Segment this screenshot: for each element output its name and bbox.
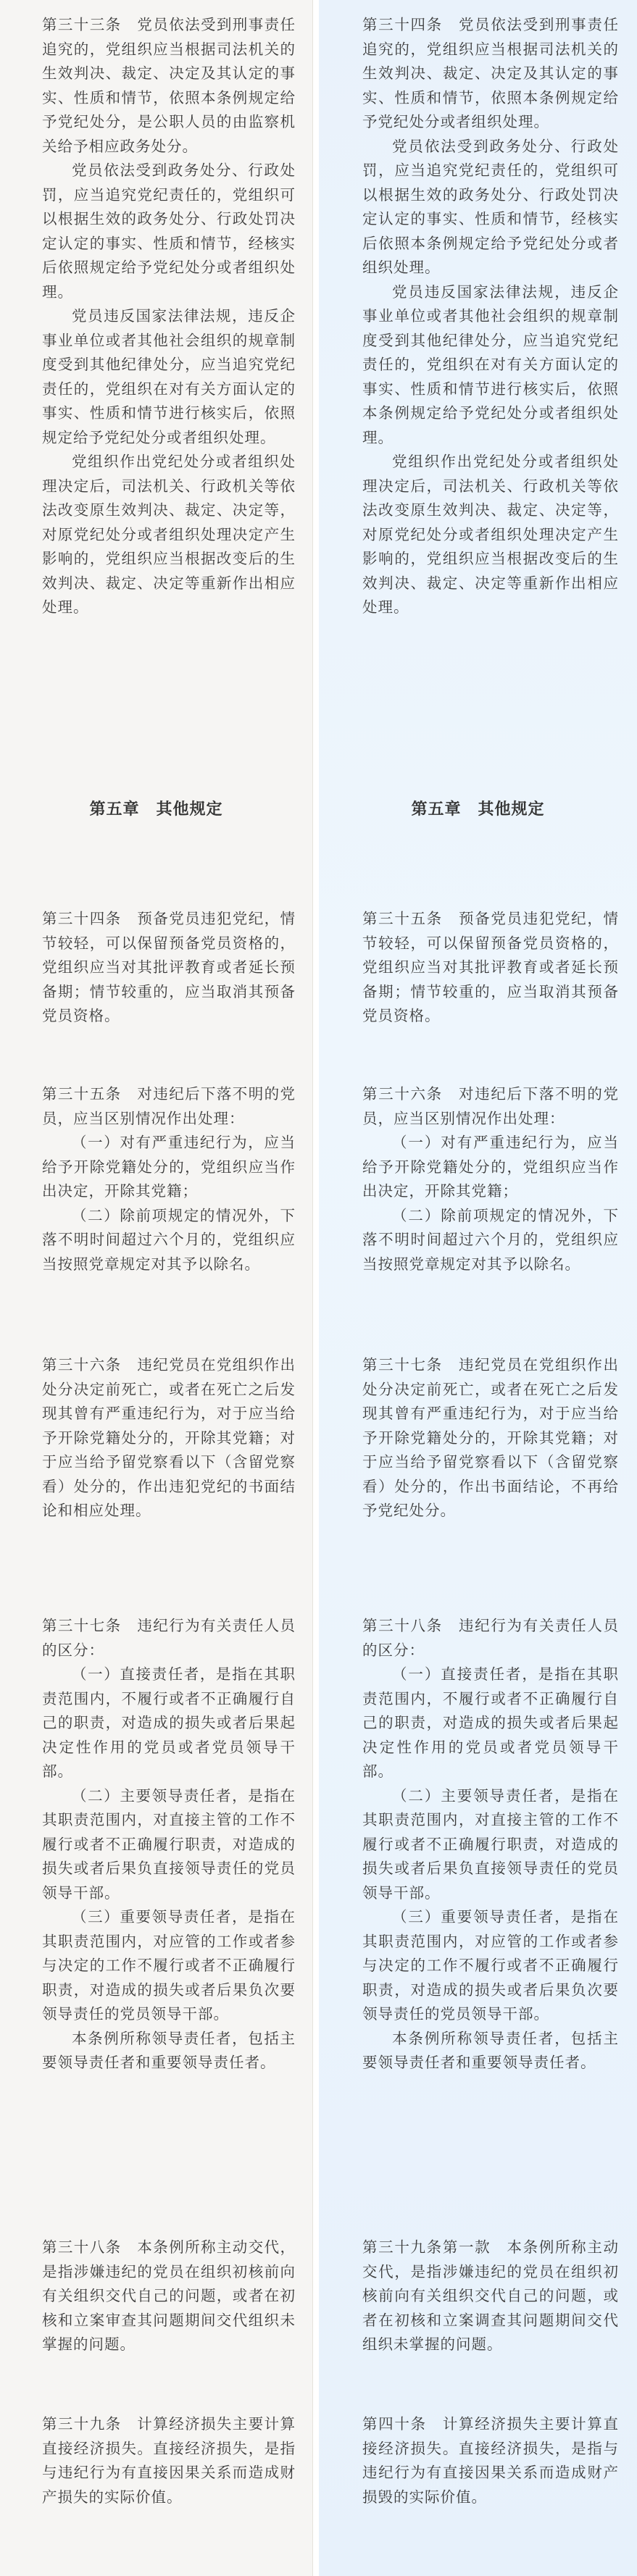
left-column-old-text [0,0,313,2576]
right-a36-p1: 第三十六条 对违纪后下落不明的党员，应当区别情况作出处理： [362,1085,619,1127]
right-a37-p1: 第三十七条 违纪党员在党组织作出处分决定前死亡，或者在死亡之后发现其曾有严重违纪行为，对于应当给予开除党籍处分的，开除其党籍；对于应当给予留党察看以下（含留党察看）处分的，作出书面结论，不再给予党纪处分。 [362,1356,619,1519]
left-a33-p2: 党员依法受到政务处分、行政处罚，应当追究党纪责任的，党组织可以根据生效的政务处分、行政处罚决定认定的事实、性质和情节，经核实后依照规定给予党纪处分或者组织处理。 [42,162,296,301]
right-a40-p1: 第四十条 计算经济损失主要计算直接经济损失。直接经济损失，是指与违纪行为有直接因果关系而造成财产损毁的实际价值。 [362,2415,619,2506]
right-chapter-title: 第五章 其他规定 [411,800,545,819]
right-a34-p2: 党员依法受到政务处分、行政处罚，应当追究党纪责任的，党组织可以根据生效的政务处分、行政处罚决定认定的事实、性质和情节，经核实后依照本条例规定给予党纪处分或者组织处理。 [362,137,619,276]
right-a34-p4: 党组织作出党纪处分或者组织处理决定后，司法机关、行政机关等依法改变原生效判决、裁定、决定等，对原党纪处分或者组织处理决定产生影响的，党组织应当根据改变后的生效判决、裁定、决定等重新作出相应处理。 [362,453,619,616]
left-a38-p1: 第三十八条 本条例所称主动交代，是指涉嫌违纪的党员在组织初核前向有关组织交代自己的问题，或者在初核和立案审查其问题期间交代组织未掌握的问题。 [42,2238,296,2353]
right-a34-p3: 党员违反国家法律法规，违反企事业单位或者其他社会组织的规章制度受到其他纪律处分，应当追究党纪责任的，党组织在对有关方面认定的事实、性质和情节进行核实后，依照本条例规定给予党纪处分或者组织处理。 [362,283,619,446]
left-a39-p1: 第三十九条 计算经济损失主要计算直接经济损失。直接经济损失，是指与违纪行为有直接因果关系而造成财产损失的实际价值。 [42,2415,296,2506]
left-a35-item2: （二）除前项规定的情况外，下落不明时间超过六个月的，党组织应当按照党章规定对其予以除名。 [42,1206,296,1273]
left-a35-item1: （一）对有严重违纪行为，应当给予开除党籍处分的，党组织应当作出决定，开除其党籍； [42,1134,296,1200]
right-article-39 [362,2236,619,2357]
left-a37-p1: 第三十七条 违纪行为有关责任人员的区分： [42,1617,296,1659]
right-a36-item2: （二）除前项规定的情况外，下落不明时间超过六个月的，党组织应当按照党章规定对其予以除名。 [362,1206,619,1273]
right-article-36 [362,1082,619,1276]
right-a38-p1: 第三十八条 违纪行为有关责任人员的区分： [362,1617,619,1659]
right-article-40 [362,2412,619,2509]
left-article-39 [42,2412,296,2509]
right-a38-item1: （一）直接责任者，是指在其职责范围内，不履行或者不正确履行自己的职责，对造成的损失或者后果起决定性作用的党员或者党员领导干部。 [362,1665,619,1780]
left-a33-p3: 党员违反国家法律法规，违反企事业单位或者其他社会组织的规章制度受到其他纪律处分，应当追究党纪责任的，党组织在对有关方面认定的事实、性质和情节进行核实后，依照规定给予党纪处分或者组织处理。 [42,307,296,446]
left-a37-item3: （三）重要领导责任者，是指在其职责范围内，对应管的工作或者参与决定的工作不履行或者不正确履行职责，对造成的损失或者后果负次要领导责任的党员领导干部。 [42,1908,296,2023]
right-article-35 [362,907,619,1029]
right-article-37 [362,1353,619,1523]
left-a36-p1: 第三十六条 违纪党员在党组织作出处分决定前死亡，或者在死亡之后发现其曾有严重违纪行为，对于应当给予开除党籍处分的，开除其党籍；对于应当给予留党察看以下（含留党察看）处分的，作出违犯党纪的书面结论和相应处理。 [42,1356,296,1519]
left-a37-note: 本条例所称领导责任者，包括主要领导责任者和重要领导责任者。 [42,2029,296,2071]
right-a36-item1: （一）对有严重违纪行为，应当给予开除党籍处分的，党组织应当作出决定，开除其党籍； [362,1134,619,1200]
left-chapter-title: 第五章 其他规定 [89,800,223,819]
left-a37-item1: （一）直接责任者，是指在其职责范围内，不履行或者不正确履行自己的职责，对造成的损失或者后果起决定性作用的党员或者党员领导干部。 [42,1665,296,1780]
right-a38-note: 本条例所称领导责任者，包括主要领导责任者和重要领导责任者。 [362,2029,619,2071]
left-a35-p1: 第三十五条 对违纪后下落不明的党员，应当区别情况作出处理： [42,1085,296,1127]
right-article-34 [362,13,619,620]
left-article-35 [42,1082,296,1276]
left-a37-item2: （二）主要领导责任者，是指在其职责范围内，对直接主管的工作不履行或者不正确履行职责，对造成的损失或者后果负直接领导责任的党员领导干部。 [42,1786,296,1902]
right-a35-p1: 第三十五条 预备党员违犯党纪，情节较轻，可以保留预备党员资格的，党组织应当对其批评教育或者延长预备期；情节较重的，应当取消其预备党员资格。 [362,910,619,1024]
left-article-36 [42,1353,296,1523]
right-column-new-text [319,0,637,2576]
left-article-33 [42,13,296,620]
left-article-37 [42,1614,296,2075]
left-a33-p1: 第三十三条 党员依法受到刑事责任追究的，党组织应当根据司法机关的生效判决、裁定、决定及其认定的事实、性质和情节，依照本条例规定给予党纪处分，是公职人员的由监察机关给予相应政务处分。 [42,16,296,155]
left-a33-p4: 党组织作出党纪处分或者组织处理决定后，司法机关、行政机关等依法改变原生效判决、裁定、决定等，对原党纪处分或者组织处理决定产生影响的，党组织应当根据改变后的生效判决、裁定、决定等重新作出相应处理。 [42,453,296,616]
left-article-38 [42,2236,296,2357]
left-article-34 [42,907,296,1029]
right-a38-item3: （三）重要领导责任者，是指在其职责范围内，对应管的工作或者参与决定的工作不履行或者不正确履行职责，对造成的损失或者后果负次要领导责任的党员领导干部。 [362,1908,619,2023]
right-a34-p1: 第三十四条 党员依法受到刑事责任追究的，党组织应当根据司法机关的生效判决、裁定、决定及其认定的事实、性质和情节，依照本条例规定给予党纪处分或者组织处理。 [362,16,619,130]
left-a34-p1: 第三十四条 预备党员违犯党纪，情节较轻，可以保留预备党员资格的，党组织应当对其批评教育或者延长预备期；情节较重的，应当取消其预备党员资格。 [42,910,296,1024]
right-article-38 [362,1614,619,2075]
right-a39-p1: 第三十九条第一款 本条例所称主动交代，是指涉嫌违纪的党员在组织初核前向有关组织交代自己的问题，或者在初核和立案调查其问题期间交代组织未掌握的问题。 [362,2238,619,2353]
right-a38-item2: （二）主要领导责任者，是指在其职责范围内，对直接主管的工作不履行或者不正确履行职责，对造成的损失或者后果负直接领导责任的党员领导干部。 [362,1786,619,1902]
